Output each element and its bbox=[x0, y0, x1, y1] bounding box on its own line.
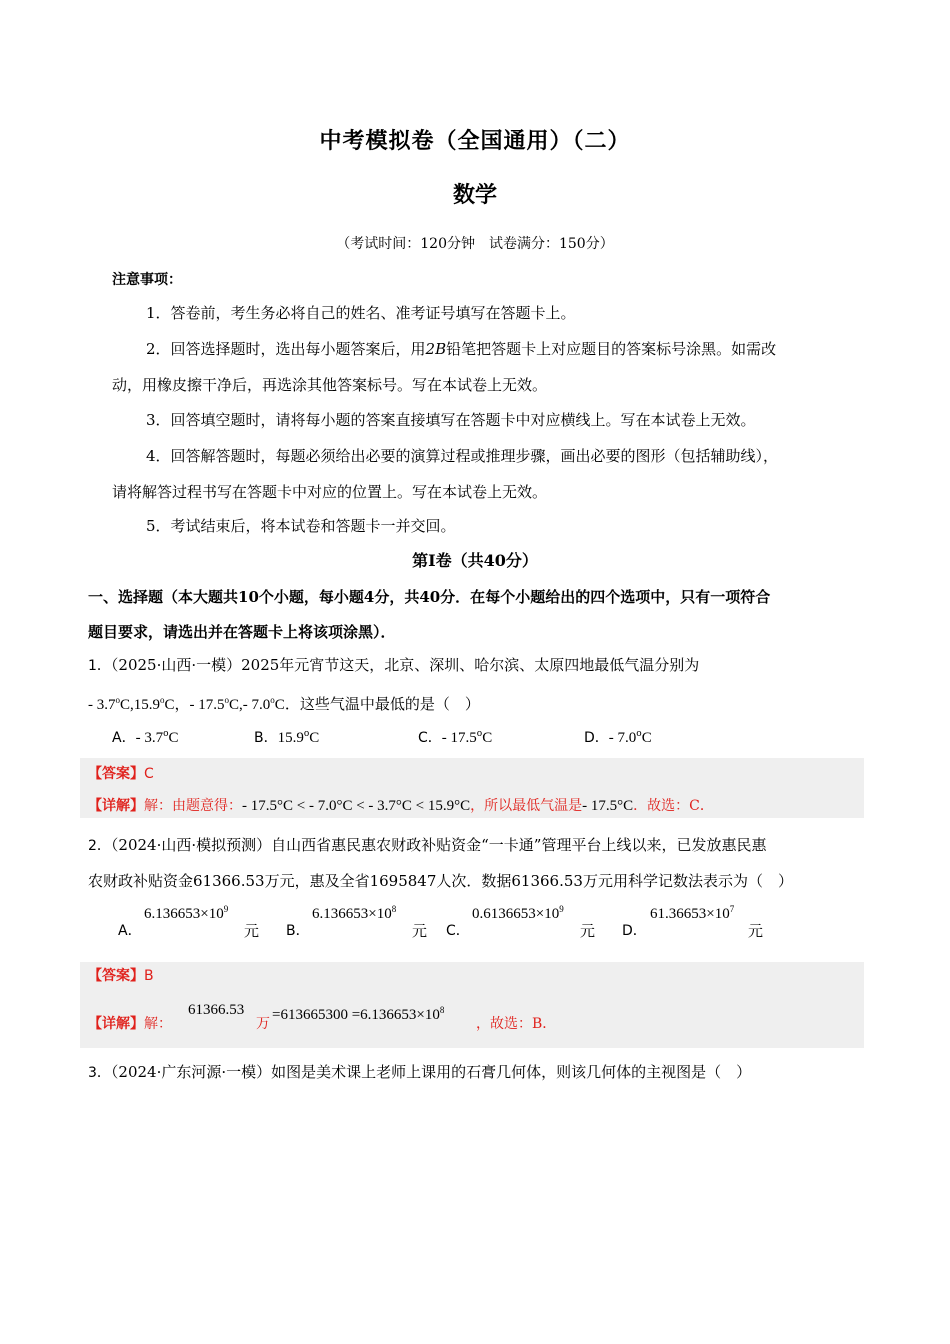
exam-title: 中考模拟卷（全国通用）（二） bbox=[319, 129, 631, 154]
section-instructions-2: 题目要求，请选出并在答题卡上将该项涂黑）． bbox=[88, 623, 396, 641]
q2-option-d[interactable]: D． $61.36653\times 10^7$ 元 bbox=[622, 904, 764, 940]
q1-option-b[interactable]: B．15.9$^o$C bbox=[254, 729, 320, 746]
q1-option-d[interactable]: D．- 7.0$^o$C bbox=[584, 729, 652, 746]
notice-item-2-cont: 动，用橡皮擦干净后，再选涂其他答案标号。写在本试卷上无效。 bbox=[112, 376, 548, 394]
q2-detail-equation: $=613665300 =6.136653\times 10^8$ bbox=[272, 1005, 445, 1023]
q2-option-c[interactable]: C． $0.6136653\times 10^9$ 元 bbox=[446, 904, 596, 940]
q2-answer-box bbox=[80, 962, 864, 1048]
q2-detail-suffix: ，故选：B． bbox=[476, 1016, 557, 1032]
q2-detail-unit: 万 bbox=[256, 1016, 270, 1032]
notice-item-4: 4．回答解答题时，每题必须给出必要的演算过程或推理步骤，画出必要的图形（包括辅助线）， bbox=[146, 447, 779, 465]
notice-item-4-cont: 请将解答过程书写在答题卡中对应的位置上。写在本试卷上无效。 bbox=[112, 483, 548, 501]
notice-item-1: 1．答卷前，考生务必将自己的姓名、准考证号填写在答题卡上。 bbox=[146, 304, 576, 322]
notice-item-3: 3．回答填空题时，请将每小题的答案直接填写在答题卡中对应横线上。写在本试卷上无效。 bbox=[146, 411, 756, 429]
q2-option-a[interactable]: A． $6.136653\times 10^9$ 元 bbox=[118, 904, 260, 940]
q2-detail-label: 【详解】解： bbox=[88, 1016, 172, 1032]
pencil-grade: 2B bbox=[425, 340, 447, 358]
q3-stem-line1: 3．（2024·广东河源·一模）如图是美术课上老师上课用的石膏几何体，则该几何体的主视图是（ ） bbox=[88, 1063, 752, 1081]
q1-detail: 【详解】解：由题意得：- 17.5°C < - 7.0°C < - 3.7°C < 15.9°C，所以最低气温是- 17.5°C．故选：C． bbox=[88, 798, 714, 814]
section-title: 第Ⅰ卷（共40分） bbox=[412, 551, 538, 570]
q1-answer-box bbox=[80, 758, 864, 818]
q1-stem-line2: - 3.7$^o$C,15.9$^o$C，- 17.5$^o$C,- 7.0$^o$C．这些气温中最低的是（ ） bbox=[88, 695, 480, 713]
q2-detail-value: 61366.53 bbox=[188, 1002, 245, 1018]
q1-option-c[interactable]: C．- 17.5$^o$C bbox=[418, 729, 493, 746]
notice-heading: 注意事项： bbox=[112, 272, 182, 288]
notice-item-2: 2．回答选择题时，选出每小题答案后，用2B铅笔把答题卡上对应题目的答案标号涂黑。如需改 bbox=[146, 340, 777, 358]
exam-info: （考试时间：120分钟 试卷满分：150分） bbox=[336, 236, 614, 252]
q1-answer: 【答案】C bbox=[88, 766, 154, 782]
q2-option-b[interactable]: B． $6.136653\times 10^8$ 元 bbox=[286, 904, 428, 940]
q1-option-a[interactable]: A．- 3.7$^o$C bbox=[112, 729, 179, 746]
notice-item-5: 5．考试结束后，将本试卷和答题卡一并交回。 bbox=[146, 517, 456, 535]
subject-title: 数学 bbox=[452, 183, 497, 208]
q2-stem-line2: 农财政补贴资金61366.53万元，惠及全省1695847人次．数据61366.53万元用科学记数法表示为（ ） bbox=[88, 872, 793, 890]
q1-stem-line1: 1．（2025·山西·一模）2025年元宵节这天，北京、深圳、哈尔滨、太原四地最低气温分别为 bbox=[88, 656, 700, 674]
section-instructions-1: 一、选择题（本大题共10个小题，每小题4分，共40分．在每个小题给出的四个选项中，只有一项符合 bbox=[88, 588, 771, 606]
q2-answer: 【答案】B bbox=[88, 968, 154, 984]
q2-stem-line1: 2．（2024·山西·模拟预测）自山西省惠民惠农财政补贴资金“一卡通”管理平台上线以来，已发放惠民惠 bbox=[88, 836, 767, 854]
